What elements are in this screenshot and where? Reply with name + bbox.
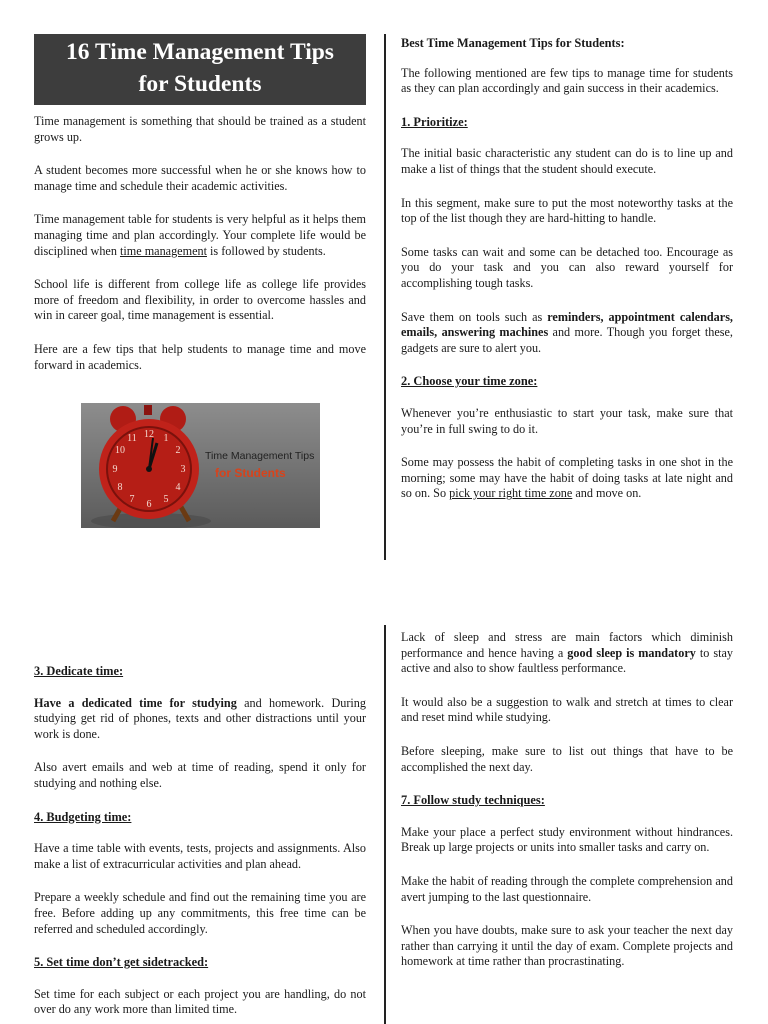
intro-paragraph: Time management is something that should be trained as a student grows up. — [34, 114, 366, 144]
intro-paragraph: Here are a few tips that help students to manage time and move forward in academics. — [34, 341, 366, 372]
document-title — [34, 34, 366, 105]
paragraph: Have a time table with events, tests, projects and assignments. Also make a list of extracurricular activities and plan ahead. — [34, 841, 366, 871]
paragraph — [401, 310, 733, 357]
page-2 — [0, 625, 768, 1024]
svg-text:4: 4 — [175, 482, 181, 494]
paragraph: Make the habit of reading through the complete comprehension and avert jumping to the last questionnaire. — [401, 873, 733, 904]
tip-heading: 1. Prioritize: — [401, 114, 468, 129]
tip-heading: 7. Follow study techniques: — [401, 793, 545, 808]
paragraph: The initial basic characteristic any student can do is to line up and make a list of things that the student should execute. — [401, 146, 733, 176]
column-divider — [384, 34, 386, 560]
svg-text:1: 1 — [163, 433, 169, 445]
right-column — [401, 630, 733, 988]
image-caption-line-2: for Students — [215, 466, 286, 481]
paragraph: Prepare a weekly schedule and find out the remaining time you are free. Before adding up any commitments, this free time can be referred and scheduled accordingly. — [34, 890, 366, 936]
paragraph: In this segment, make sure to put the most noteworthy tasks at the top of the list though they are hard-hitting to handle. — [401, 195, 733, 226]
text-span: and homework. During studying get rid of phones, texts and other distractions until your work is done. — [34, 695, 366, 741]
paragraph: Make your place a perfect study environment without hindrances. Break up large projects or units into smaller tasks and carry on. — [401, 824, 733, 855]
left-column — [34, 34, 366, 528]
svg-text:8: 8 — [117, 482, 123, 494]
text-span: Some may possess the habit of completing tasks in one shot in the morning; some may have the habit of doing tasks at late night and so on. So — [401, 455, 733, 501]
tip-heading: 4. Budgeting time: — [34, 809, 132, 824]
intro-paragraph — [34, 212, 366, 259]
svg-text:5: 5 — [163, 494, 169, 506]
paragraph — [401, 630, 733, 677]
bold-text: good sleep is mandatory — [567, 645, 696, 660]
section-heading: Best Time Management Tips for Students: — [401, 36, 625, 50]
text-span: Save them on tools such as — [401, 309, 548, 324]
tip-heading: 3. Dedicate time: — [34, 664, 124, 678]
text-span: to stay active and also to show faultless performance. — [401, 645, 734, 676]
text-span: and more. Though you forget these, gadgets are sure to alert you. — [401, 325, 733, 355]
text-span: Time management table for students is very helpful as it helps them managing time and plan accordingly. Your complete life would be disciplined when — [34, 212, 366, 258]
svg-text:6: 6 — [146, 499, 152, 511]
svg-text:7: 7 — [129, 494, 135, 506]
svg-text:11: 11 — [127, 433, 137, 445]
intro-paragraph: A student becomes more successful when he or she knows how to manage time and schedule their academic activities. — [34, 163, 366, 193]
svg-text:10: 10 — [115, 445, 125, 457]
paragraph: It would also be a suggestion to walk and stretch at times to clear and reset mind while studying. — [401, 694, 733, 725]
time-management-link[interactable]: time management — [119, 243, 207, 258]
paragraph: Before sleeping, make sure to list out things that have to be accomplished the next day. — [401, 743, 733, 774]
column-divider — [384, 625, 386, 1024]
svg-text:12: 12 — [144, 429, 154, 441]
image-caption-line-1: Time Management Tips — [205, 450, 315, 463]
bold-text: Have a dedicated time for studying — [34, 695, 237, 710]
text-span: and move on. — [572, 486, 642, 501]
title-line-2: for Students — [138, 71, 262, 97]
left-column — [34, 664, 366, 1024]
intro-paragraph: School life is different from college life as college life provides more of freedom and flexibility, in order to overcome hassles and win in career goal, time management is essential. — [34, 277, 366, 323]
tip-heading: 5. Set time don’t get sidetracked: — [34, 955, 209, 970]
text-span: Lack of sleep and stress are main factors which diminish performance and hence having a — [401, 630, 733, 660]
paragraph: Set time for each subject or each project you are handling, do not over do any work more than limited time. — [34, 986, 366, 1017]
tip-heading: 2. Choose your time zone: — [401, 374, 538, 389]
svg-text:2: 2 — [175, 445, 181, 457]
paragraph: Also avert emails and web at time of reading, spend it only for studying and nothing else. — [34, 760, 366, 790]
svg-text:9: 9 — [112, 464, 118, 476]
pick-time-zone-link[interactable]: pick your right time zone — [449, 486, 573, 501]
paragraph: When you have doubts, make sure to ask your teacher the next day rather than carrying it until the day of exam. Complete projects and homework at time rather than procrastinating. — [401, 923, 733, 969]
svg-text:3: 3 — [180, 464, 186, 476]
paragraph: Whenever you’re enthusiastic to start your task, make sure that you’re in full swing to do it. — [401, 405, 733, 436]
paragraph: The following mentioned are few tips to manage time for students as they can plan accordingly and gain success in their academics. — [401, 65, 733, 96]
paragraph — [34, 696, 366, 743]
text-span: is followed by students. — [206, 243, 326, 258]
right-column — [401, 36, 733, 520]
time-management-image — [81, 403, 320, 528]
paragraph — [401, 455, 733, 502]
paragraph: Some tasks can wait and some can be detached too. Encourage as you do your task and you can also reward yourself for accomplishing tough tasks. — [401, 244, 733, 290]
bold-text: reminders, appointment calendars, emails, answering machines — [401, 309, 733, 340]
title-line-1: 16 Time Management Tips — [66, 39, 334, 65]
